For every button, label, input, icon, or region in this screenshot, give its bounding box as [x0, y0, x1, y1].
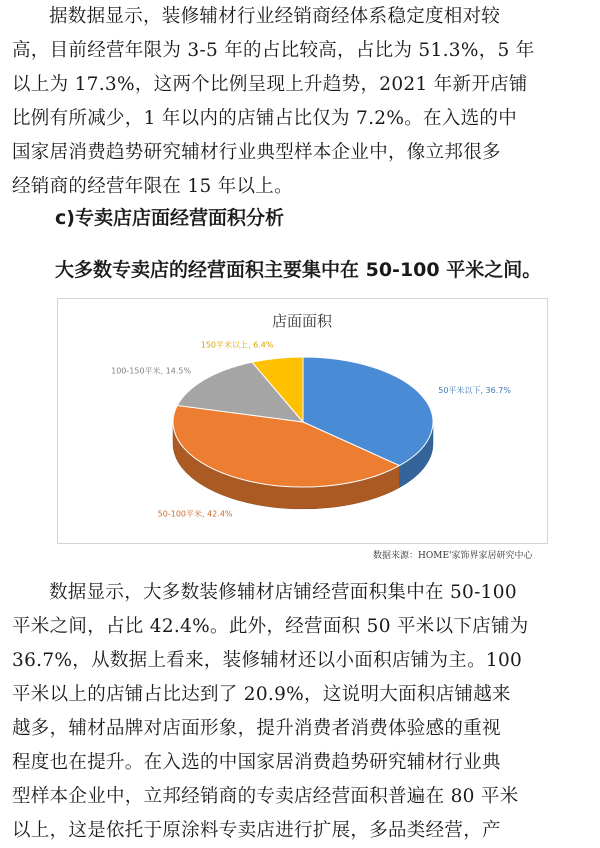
text-line: 型样本企业中，立邦经销商的专卖店经营面积普遍在 80 平米	[12, 786, 519, 807]
text-line: 高，目前经营年限为 3-5 年的占比较高，占比为 51.3%，5 年	[12, 40, 535, 61]
data-source-note: 数据来源：HOME'家饰界家居研究中心	[373, 551, 533, 561]
paragraph-tenure	[12, 0, 592, 204]
chart-title: 店面面积	[271, 312, 333, 330]
text-line: 据数据显示，装修辅材行业经销商经体系稳定度相对较	[49, 6, 501, 27]
section-subheading: 大多数专卖店的经营面积主要集中在 50-100 平米之间。	[55, 259, 542, 281]
text-line: 数据显示，大多数装修辅材店铺经营面积集中在 50-100	[49, 582, 517, 603]
pie-chart	[58, 299, 547, 543]
text-line: 比例有所减少，1 年以内的店铺占比仅为 7.2%。在入选的中	[12, 108, 518, 129]
text-line: 国家居消费趋势研究辅材行业典型样本企业中，像立邦很多	[12, 142, 501, 163]
text-line: 平米以上的店铺占比达到了 20.9%，这说明大面积店铺越来	[12, 684, 511, 705]
text-line: 程度也在提升。在入选的中国家居消费趋势研究辅材行业典	[12, 752, 501, 773]
text-line: 以上为 17.3%，这两个比例呈现上升趋势，2021 年新开店铺	[12, 74, 528, 95]
pie-data-label-2: 100-150平米, 14.5%	[111, 366, 192, 376]
text-line: 36.7%，从数据上看来，装修辅材还以小面积店铺为主。100	[12, 650, 523, 671]
paragraph-area	[12, 576, 592, 848]
text-line: 经销商的经营年限在 15 年以上。	[12, 176, 293, 197]
text-line: 越多，辅材品牌对店面形象，提升消费者消费体验感的重视	[12, 718, 501, 739]
section-heading: c)专卖店店面经营面积分析	[55, 207, 284, 229]
text-line: 平米之间，占比 42.4%。此外，经营面积 50 平米以下店铺为	[12, 616, 529, 637]
pie-data-label-1: 50-100平米, 42.4%	[157, 509, 233, 519]
pie-data-label-0: 50平米以下, 36.7%	[438, 385, 511, 395]
pie-chart-frame	[57, 298, 548, 544]
pie-data-label-3: 150平米以上, 6.4%	[200, 340, 274, 350]
text-line: 以上，这是依托于原涂料专卖店进行扩展，多品类经营，产	[12, 820, 501, 841]
